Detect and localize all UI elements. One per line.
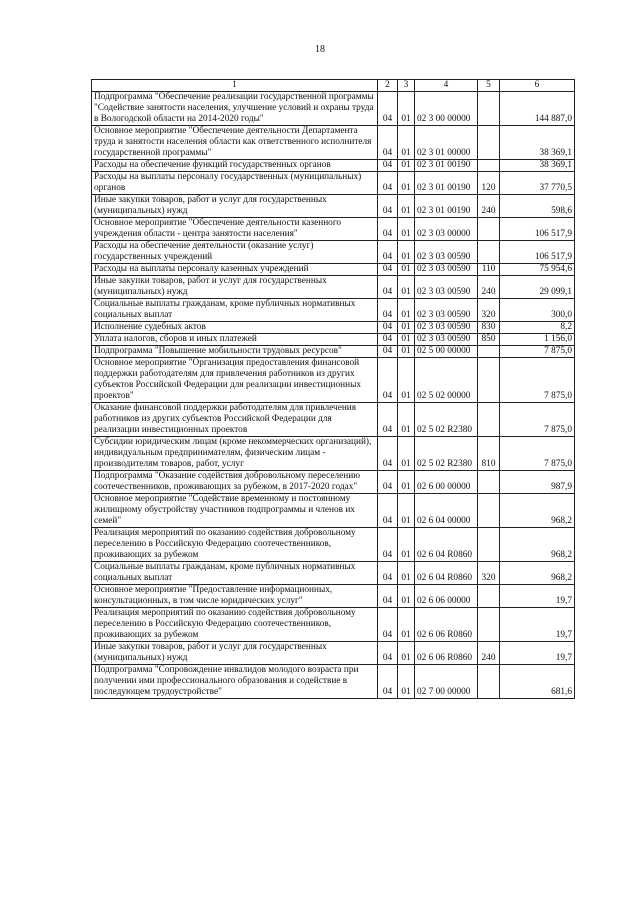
row-expense-type — [478, 665, 500, 699]
row-expense-type — [478, 160, 500, 172]
row-section: 04 — [378, 437, 398, 471]
row-amount: 968,2 — [500, 494, 575, 528]
row-target-code: 02 3 03 00590 — [415, 299, 478, 322]
header-expense-type: 5 — [478, 80, 500, 92]
row-expense-type: 320 — [478, 562, 500, 585]
row-amount: 7 875,0 — [500, 403, 575, 437]
row-section: 04 — [378, 403, 398, 437]
row-target-code: 02 3 00 00000 — [415, 92, 478, 126]
row-amount: 38 369,1 — [500, 160, 575, 172]
row-section: 04 — [378, 494, 398, 528]
row-section: 04 — [378, 665, 398, 699]
row-expense-type: 110 — [478, 264, 500, 276]
table-row — [92, 437, 575, 471]
row-name: Основное мероприятие "Организация предоставления финансовой поддержки работодателям для привлечения работников из других субъектов Российской Федерации для реализации инвестиционных проектов" — [92, 358, 378, 403]
table-row — [92, 665, 575, 699]
row-expense-type: 120 — [478, 172, 500, 195]
row-section: 04 — [378, 241, 398, 264]
row-amount: 106 517,9 — [500, 241, 575, 264]
row-name: Социальные выплаты гражданам, кроме публичных нормативных социальных выплат — [92, 299, 378, 322]
row-section: 04 — [378, 334, 398, 346]
row-name: Исполнение судебных актов — [92, 322, 378, 334]
row-subsection: 01 — [398, 494, 415, 528]
row-expense-type — [478, 92, 500, 126]
row-target-code: 02 3 03 00590 — [415, 276, 478, 299]
row-subsection: 01 — [398, 172, 415, 195]
row-subsection: 01 — [398, 299, 415, 322]
table-row — [92, 358, 575, 403]
row-section: 04 — [378, 562, 398, 585]
row-section: 04 — [378, 264, 398, 276]
row-amount: 29 099,1 — [500, 276, 575, 299]
table-row — [92, 264, 575, 276]
row-subsection: 01 — [398, 346, 415, 358]
row-name: Реализация мероприятий по оказанию содействия добровольному переселению в Российскую Федерацию соотечественников, проживающих за рубежом — [92, 528, 378, 562]
page-number: 18 — [315, 44, 325, 55]
row-name: Подпрограмма "Оказание содействия добровольному переселению соотечественников, проживающих за рубежом, в 2017-2020 годах" — [92, 471, 378, 494]
table-row — [92, 276, 575, 299]
row-subsection: 01 — [398, 642, 415, 665]
row-name: Подпрограмма "Сопровождение инвалидов молодого возраста при получении ими профессионального образования и содействие в последующем трудоустройстве" — [92, 665, 378, 699]
table-row — [92, 585, 575, 608]
table-row — [92, 494, 575, 528]
row-name: Подпрограмма "Повышение мобильности трудовых ресурсов" — [92, 346, 378, 358]
row-amount: 19,7 — [500, 608, 575, 642]
row-amount: 106 517,9 — [500, 218, 575, 241]
row-subsection: 01 — [398, 126, 415, 160]
row-section: 04 — [378, 299, 398, 322]
row-expense-type: 810 — [478, 437, 500, 471]
row-subsection: 01 — [398, 218, 415, 241]
row-amount: 968,2 — [500, 528, 575, 562]
row-expense-type — [478, 528, 500, 562]
row-target-code: 02 6 06 R0860 — [415, 608, 478, 642]
table-row — [92, 172, 575, 195]
table-row — [92, 92, 575, 126]
row-name: Иные закупки товаров, работ и услуг для государственных (муниципальных) нужд — [92, 642, 378, 665]
row-target-code: 02 6 06 00000 — [415, 585, 478, 608]
row-target-code: 02 6 04 R0860 — [415, 562, 478, 585]
row-section: 04 — [378, 528, 398, 562]
row-subsection: 01 — [398, 358, 415, 403]
budget-table — [91, 79, 575, 699]
row-subsection: 01 — [398, 528, 415, 562]
row-subsection: 01 — [398, 403, 415, 437]
table-row — [92, 218, 575, 241]
table-row — [92, 471, 575, 494]
row-section: 04 — [378, 218, 398, 241]
row-target-code: 02 3 01 00190 — [415, 195, 478, 218]
table-row — [92, 160, 575, 172]
row-expense-type — [478, 585, 500, 608]
row-section: 04 — [378, 322, 398, 334]
table-row — [92, 126, 575, 160]
row-target-code: 02 3 03 00590 — [415, 264, 478, 276]
row-expense-type: 240 — [478, 276, 500, 299]
row-subsection: 01 — [398, 665, 415, 699]
row-name: Основное мероприятие "Обеспечение деятельности казенного учреждения области - центра занятости населения" — [92, 218, 378, 241]
row-subsection: 01 — [398, 276, 415, 299]
row-amount: 598,6 — [500, 195, 575, 218]
table-row — [92, 562, 575, 585]
row-amount: 968,2 — [500, 562, 575, 585]
header-name: 1 — [92, 80, 378, 92]
row-name: Иные закупки товаров, работ и услуг для государственных (муниципальных) нужд — [92, 276, 378, 299]
row-expense-type — [478, 358, 500, 403]
row-name: Расходы на обеспечение функций государственных органов — [92, 160, 378, 172]
row-target-code: 02 7 00 00000 — [415, 665, 478, 699]
row-expense-type — [478, 346, 500, 358]
row-section: 04 — [378, 642, 398, 665]
row-target-code: 02 5 02 00000 — [415, 358, 478, 403]
row-expense-type — [478, 494, 500, 528]
row-subsection: 01 — [398, 608, 415, 642]
row-expense-type — [478, 403, 500, 437]
row-target-code: 02 6 04 R0860 — [415, 528, 478, 562]
row-name: Основное мероприятие "Предоставление информационных, консультационных, в том числе юридических услуг" — [92, 585, 378, 608]
row-target-code: 02 5 02 R2380 — [415, 437, 478, 471]
row-amount: 37 770,5 — [500, 172, 575, 195]
row-name: Расходы на выплаты персоналу казенных учреждений — [92, 264, 378, 276]
header-subsection: 3 — [398, 80, 415, 92]
row-amount: 8,2 — [500, 322, 575, 334]
row-subsection: 01 — [398, 160, 415, 172]
row-subsection: 01 — [398, 322, 415, 334]
row-subsection: 01 — [398, 241, 415, 264]
row-target-code: 02 6 04 00000 — [415, 494, 478, 528]
row-name: Уплата налогов, сборов и иных платежей — [92, 334, 378, 346]
row-section: 04 — [378, 276, 398, 299]
row-amount: 19,7 — [500, 642, 575, 665]
row-name: Оказание финансовой поддержки работодателям для привлечения работников из других субъектов Российской Федерации для реализации инвестиционных проектов — [92, 403, 378, 437]
table-row — [92, 334, 575, 346]
row-amount: 681,6 — [500, 665, 575, 699]
row-expense-type: 240 — [478, 195, 500, 218]
row-subsection: 01 — [398, 471, 415, 494]
table-row — [92, 322, 575, 334]
row-subsection: 01 — [398, 437, 415, 471]
row-name: Субсидии юридическим лицам (кроме некоммерческих организаций), индивидуальным предпринимателям, физическим лицам - производителям товаров, работ, услуг — [92, 437, 378, 471]
table-row — [92, 195, 575, 218]
row-name: Расходы на обеспечение деятельности (оказание услуг) государственных учреждений — [92, 241, 378, 264]
row-expense-type — [478, 471, 500, 494]
header-row — [92, 80, 575, 92]
header-target-code: 4 — [415, 80, 478, 92]
row-amount: 75 954,6 — [500, 264, 575, 276]
row-section: 04 — [378, 126, 398, 160]
row-expense-type: 850 — [478, 334, 500, 346]
row-name: Подпрограмма "Обеспечение реализации государственной программы "Содействие занятости населения, улучшение условий и охраны труда в Вологодской области на 2014-2020 годы" — [92, 92, 378, 126]
row-subsection: 01 — [398, 334, 415, 346]
row-subsection: 01 — [398, 92, 415, 126]
row-target-code: 02 6 06 R0860 — [415, 642, 478, 665]
row-amount: 1 156,0 — [500, 334, 575, 346]
row-amount: 7 875,0 — [500, 346, 575, 358]
row-name: Иные закупки товаров, работ и услуг для государственных (муниципальных) нужд — [92, 195, 378, 218]
row-amount: 144 887,0 — [500, 92, 575, 126]
row-target-code: 02 5 02 R2380 — [415, 403, 478, 437]
header-section: 2 — [378, 80, 398, 92]
table-row — [92, 403, 575, 437]
row-section: 04 — [378, 92, 398, 126]
row-expense-type: 240 — [478, 642, 500, 665]
row-target-code: 02 3 01 00190 — [415, 160, 478, 172]
row-section: 04 — [378, 195, 398, 218]
row-name: Расходы на выплаты персоналу государственных (муниципальных) органов — [92, 172, 378, 195]
row-target-code: 02 3 01 00190 — [415, 172, 478, 195]
row-expense-type — [478, 608, 500, 642]
row-subsection: 01 — [398, 585, 415, 608]
row-target-code: 02 3 01 00000 — [415, 126, 478, 160]
row-target-code: 02 3 03 00590 — [415, 241, 478, 264]
row-name: Основное мероприятие "Содействие временному и постоянному жилищному обустройству участников подпрограммы и членов их семей" — [92, 494, 378, 528]
row-section: 04 — [378, 172, 398, 195]
table-row — [92, 608, 575, 642]
row-amount: 7 875,0 — [500, 437, 575, 471]
table-row — [92, 241, 575, 264]
row-amount: 19,7 — [500, 585, 575, 608]
row-expense-type — [478, 218, 500, 241]
row-expense-type — [478, 241, 500, 264]
row-section: 04 — [378, 608, 398, 642]
header-amount: 6 — [500, 80, 575, 92]
row-section: 04 — [378, 358, 398, 403]
row-amount: 38 369,1 — [500, 126, 575, 160]
row-amount: 987,9 — [500, 471, 575, 494]
row-target-code: 02 3 03 00590 — [415, 322, 478, 334]
row-section: 04 — [378, 346, 398, 358]
row-subsection: 01 — [398, 264, 415, 276]
row-subsection: 01 — [398, 195, 415, 218]
row-target-code: 02 6 00 00000 — [415, 471, 478, 494]
row-name: Социальные выплаты гражданам, кроме публичных нормативных социальных выплат — [92, 562, 378, 585]
row-target-code: 02 5 00 00000 — [415, 346, 478, 358]
row-section: 04 — [378, 585, 398, 608]
row-amount: 7 875,0 — [500, 358, 575, 403]
row-expense-type — [478, 126, 500, 160]
row-target-code: 02 3 03 00000 — [415, 218, 478, 241]
row-expense-type: 830 — [478, 322, 500, 334]
table-row — [92, 642, 575, 665]
row-name: Реализация мероприятий по оказанию содействия добровольному переселению в Российскую Федерацию соотечественников, проживающих за рубежом — [92, 608, 378, 642]
table-row — [92, 528, 575, 562]
row-expense-type: 320 — [478, 299, 500, 322]
table-body — [92, 92, 575, 699]
table-row — [92, 346, 575, 358]
row-section: 04 — [378, 471, 398, 494]
row-name: Основное мероприятие "Обеспечение деятельности Департамента труда и занятости населения области как ответственного исполнителя государственной программы" — [92, 126, 378, 160]
row-subsection: 01 — [398, 562, 415, 585]
row-target-code: 02 3 03 00590 — [415, 334, 478, 346]
table-row — [92, 299, 575, 322]
row-section: 04 — [378, 160, 398, 172]
row-amount: 300,0 — [500, 299, 575, 322]
